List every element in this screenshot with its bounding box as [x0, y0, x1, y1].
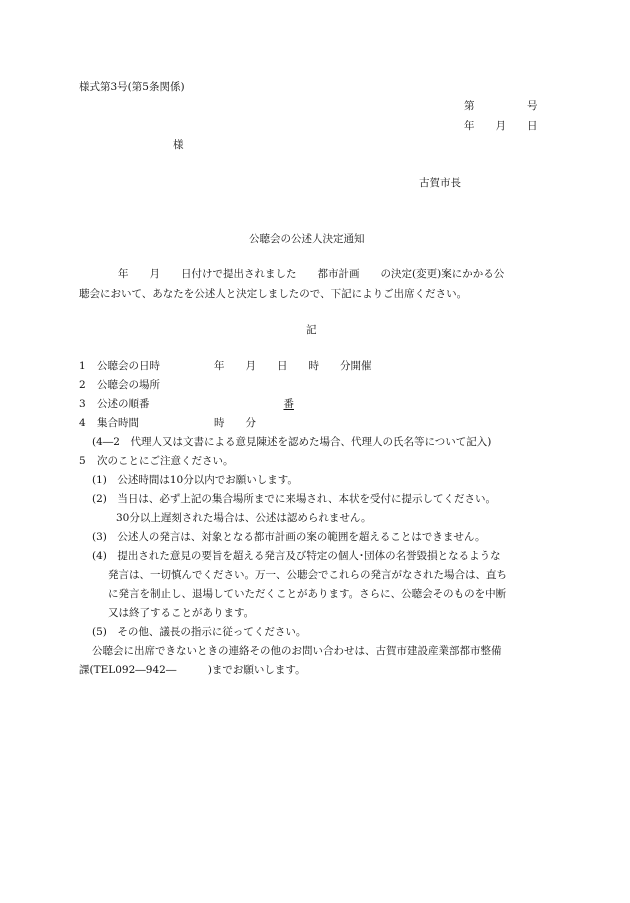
contact-line-1: 公聴会に出席できないときの連絡その他のお問い合わせは、古賀市建設産業部都市整備	[92, 645, 502, 657]
item-1-label: 公聴会の日時	[97, 360, 160, 372]
item-5-number: 5	[79, 455, 86, 467]
note-2-line-2: 30分以上遅刻された場合は、公述は認められません。	[116, 512, 372, 524]
note-4-line-2: 発言は、一切慎んでください。万一、公聴会でこれらの発言がなされた場合は、直ち	[108, 569, 507, 581]
note-4-line-4: 又は終了することがあります。	[108, 607, 255, 619]
item-3-order-blank: 番	[283, 398, 294, 410]
item-2-number: 2	[79, 379, 86, 391]
item-4-note: (4―2 代理人又は文書による意見陳述を認めた場合、代理人の氏名等について記入)	[92, 436, 492, 448]
item-3-label: 公述の順番	[97, 398, 150, 410]
note-4-line-1: (4) 提出された意見の要旨を超える発言及び特定の個人･団体の名誉毀損となるような	[92, 550, 501, 562]
note-5: (5) その他、議長の指示に従ってください。	[92, 626, 307, 638]
sender-name: 古賀市長	[419, 177, 461, 189]
form-number: 様式第3号(第5条関係)	[79, 81, 185, 93]
item-4-label: 集合時間	[97, 417, 139, 429]
note-2-line-1: (2) 当日は、必ず上記の集合場所までに来場され、本状を受付に提示してください。	[92, 493, 497, 505]
contact-line-2: 課(TEL092―942― )までお願いします。	[79, 664, 306, 676]
addressee-suffix: 様	[173, 139, 184, 151]
item-4-number: 4	[79, 417, 86, 429]
item-1-value: 年 月 日 時 分開催	[214, 360, 372, 372]
intro-line-2: 聴会において、あなたを公述人と決定しましたので、下記によりご出席ください。	[79, 288, 468, 300]
note-1: (1) 公述時間は10分以内でお願いします。	[92, 474, 298, 486]
note-4-line-3: に発言を制止し、退場していただくことがあります。さらに、公聴会そのものを中断	[108, 588, 507, 600]
issue-date: 年 月 日	[464, 120, 538, 132]
document-number: 第 号	[464, 100, 538, 112]
item-1-number: 1	[79, 360, 86, 372]
item-5-label: 次のことにご注意ください。	[97, 455, 234, 467]
item-3-number: 3	[79, 398, 86, 410]
item-4-value: 時 分	[214, 417, 256, 429]
item-2-label: 公聴会の場所	[97, 379, 160, 391]
intro-line-1: 年 月 日付けで提出されました 都市計画 の決定(変更)案にかかる公	[118, 268, 505, 280]
note-3: (3) 公述人の発言は、対象となる都市計画の案の範囲を超えることはできません。	[92, 531, 486, 543]
document-title: 公聴会の公述人決定通知	[249, 233, 365, 245]
ki-heading: 記	[306, 324, 317, 336]
